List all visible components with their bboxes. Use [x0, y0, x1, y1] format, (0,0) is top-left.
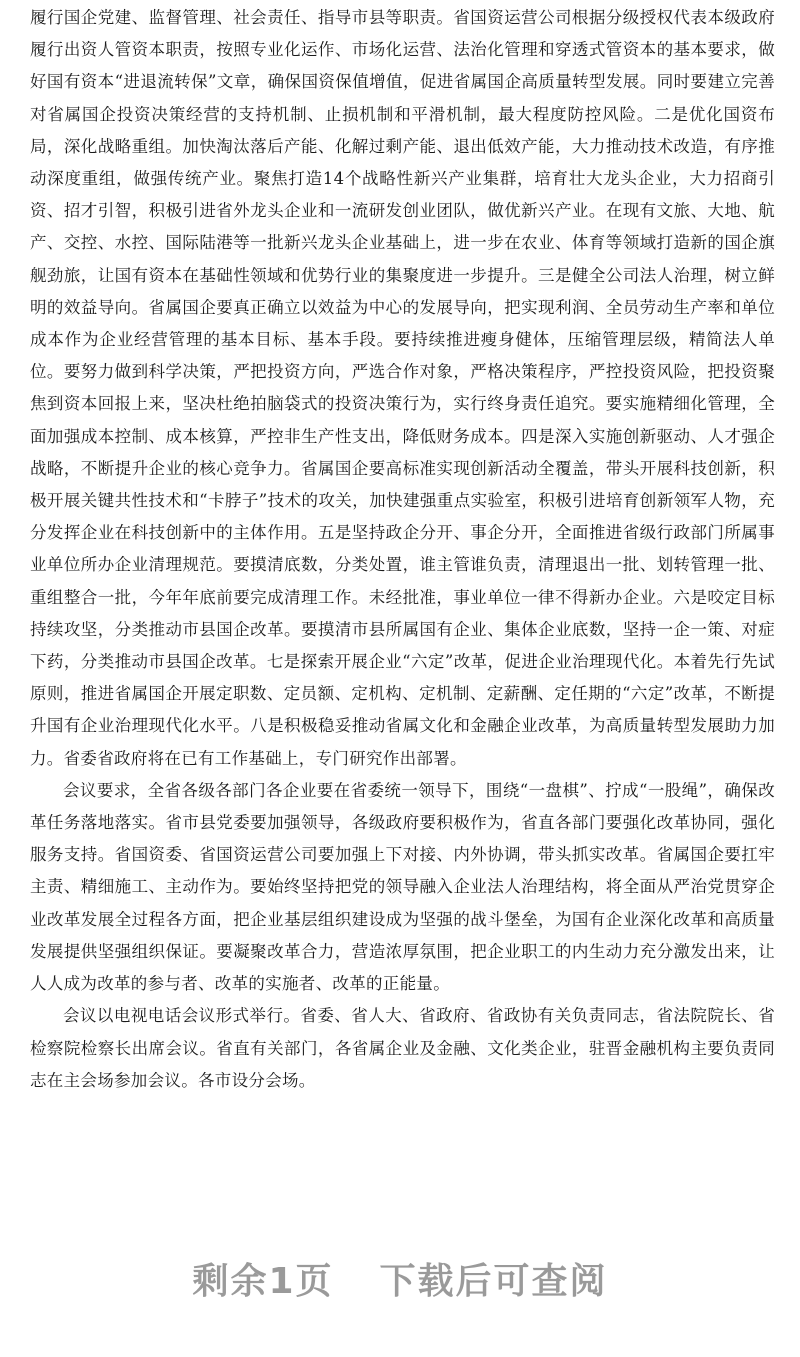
paragraph-meeting-format: 会议以电视电话会议形式举行。省委、省人大、省政府、省政协有关负责同志，省法院院长、省检察院检察长出席会议。省直有关部门，各省属企业及金融、文化类企业，驻晋金融机构主要负责同志在主会场参加会议。各市设分会场。: [30, 1006, 775, 1090]
download-hint-label: 下载后可查阅: [379, 1261, 608, 1302]
remaining-pages-label: 剩余1页: [192, 1261, 334, 1302]
paragraph-continued: 履行国企党建、监督管理、社会责任、指导市县等职责。省国资运营公司根据分级授权代表本级政府履行出资人管资本职责，按照专业化运作、市场化运营、法治化管理和穿透式管资本的基本要求，做好国有资本“进退流转保”文章，确保国资保值增值，促进省属国企高质量转型发展。同时要建立完善对省属国企投资决策经营的支持机制、止损机制和平滑机制，最大程度防控风险。二是优化国资布局，深化战略重组。加快淘汰落后产能、化解过剩产能、退出低效产能，大力推动技术改造，有序推动深度重组，做强传统产业。聚焦打造14个战略性新兴产业集群，培育壮大龙头企业，大力招商引资、招才引智，积极引进省外龙头企业和一流研发创业团队，做优新兴产业。在现有文旅、大地、航产、交控、水控、国际陆港等一批新兴龙头企业基础上，进一步在农业、体育等领域打造新的国企旗舰劲旅，让国有资本在基础性领域和优势行业的集聚度进一步提升。三是健全公司法人治理，树立鲜明的效益导向。省属国企要真正确立以效益为中心的发展导向，把实现利润、全员劳动生产率和单位成本作为企业经营管理的基本目标、基本手段。要持续推进瘦身健体，压缩管理层级，精简法人单位。要努力做到科学决策，严把投资方向，严选合作对象，严格决策程序，严控投资风险，把投资聚焦到资本回报上来，坚决杜绝拍脑袋式的投资决策行为，实行终身责任追究。要实施精细化管理，全面加强成本控制、成本核算，严控非生产性支出，降低财务成本。四是深入实施创新驱动、人才强企战略，不断提升企业的核心竞争力。省属国企要高标准实现创新活动全覆盖，带头开展科技创新，积极开展关键共性技术和“卡脖子”技术的攻关，加快建强重点实验室，积极引进培育创新领军人物，充分发挥企业在科技创新中的主体作用。五是坚持政企分开、事企分开，全面推进省级行政部门所属事业单位所办企业清理规范。要摸清底数，分类处置，谁主管谁负责，清理退出一批、划转管理一批、重组整合一批，今年年底前要完成清理工作。未经批准，事业单位一律不得新办企业。六是咬定目标持续攻坚，分类推动市县国企改革。要摸清市县所属国有企业、集体企业底数，坚持一企一策、对症下药，分类推动市县国企改革。七是探索开展企业“六定”改革，促进企业治理现代化。本着先行先试原则，推进省属国企开展定职数、定员额、定机构、定机制、定薪酬、定任期的“六定”改革，不断提升国有企业治理现代化水平。八是积极稳妥推动省属文化和金融企业改革，为高质量转型发展助力加力。省委省政府将在已有工作基础上，专门研究作出部署。: [30, 8, 775, 768]
download-banner[interactable]: [0, 1253, 800, 1304]
document-body: [30, 0, 775, 1097]
paragraph-meeting-requirements: 会议要求，全省各级各部门各企业要在省委统一领导下，围绕“一盘棋”、拧成“一股绳”，确保改革任务落地落实。省市县党委要加强领导，各级政府要积极作为，省直各部门要强化改革协同，强化服务支持。省国资委、省国资运营公司要加强上下对接、内外协调，带头抓实改革。省属国企要扛牢主责、精细施工、主动作为。要始终坚持把党的领导融入企业法人治理结构，将全面从严治党贯穿企业改革发展全过程各方面，把企业基层组织建设成为坚强的战斗堡垒，为国有企业深化改革和高质量发展提供坚强组织保证。要凝聚改革合力，营造浓厚氛围，把企业职工的内生动力充分激发出来，让人人成为改革的参与者、改革的实施者、改革的正能量。: [30, 780, 775, 994]
